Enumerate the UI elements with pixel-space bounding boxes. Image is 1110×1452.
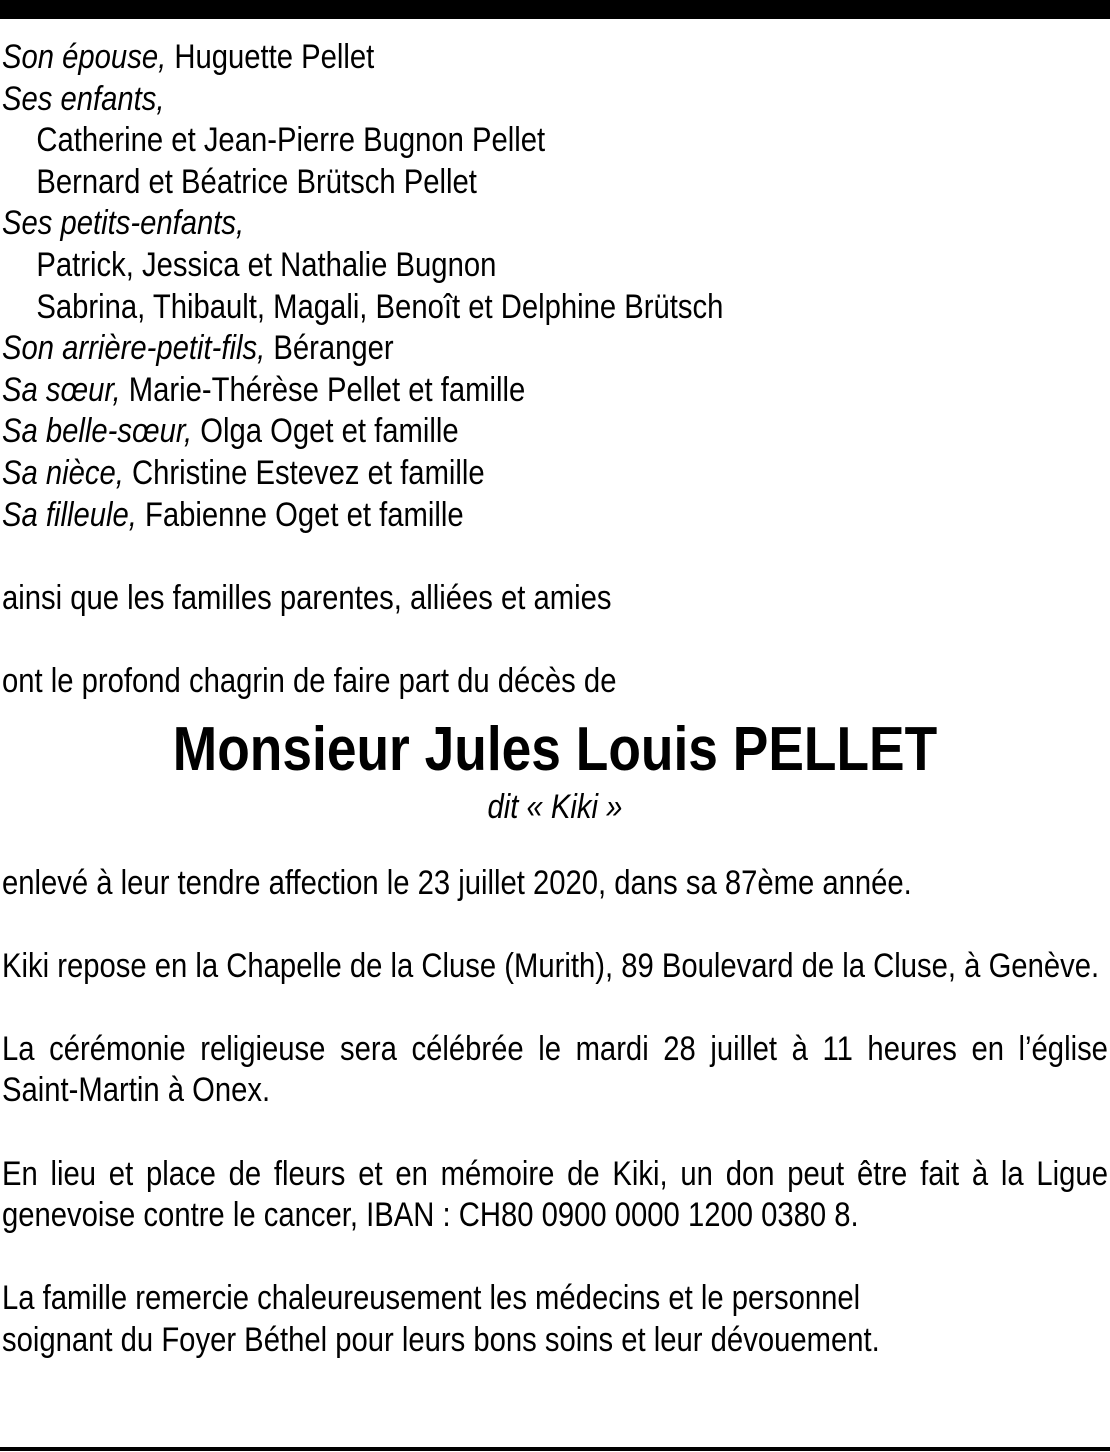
family-role: Sa nièce, [2,453,124,492]
family-role: Ses petits-enfants, [2,204,245,243]
family-member-line: Patrick, Jessica et Nathalie Bugnon [36,245,497,284]
family-member: Marie-Thérèse Pellet et famille [120,370,526,409]
spacer [2,619,1108,661]
thanks-line-2: soignant du Foyer Béthel pour leurs bons soins et leur dévouement. [2,1321,880,1360]
family-member: Huguette Pellet [166,38,375,76]
family-line-great-grandson [2,328,1108,370]
thanks-line-1: La famille remercie chaleureusement les médecins et le personnel [2,1279,861,1318]
family-member: Olga Oget et famille [192,412,459,451]
deceased-nickname: dit « Kiki » [487,787,623,826]
death-paragraph: enlevé à leur tendre affection le 23 juillet 2020, dans sa 87ème année. [2,863,912,902]
family-line-grandchildren [2,203,1108,245]
family-role: Son épouse, [2,38,167,76]
family-member-line: Sabrina, Thibault, Magali, Benoît et Delphine Brütsch [36,287,724,326]
family-role: Sa belle-sœur, [2,412,193,451]
spacer [2,987,1108,1029]
family-member: Béranger [265,329,394,368]
family-member-line: Bernard et Béatrice Brütsch Pellet [36,162,477,201]
family-line-spouse [2,37,1108,79]
spacer [2,536,1108,578]
family-role: Ses enfants, [2,79,165,118]
obituary-notice [2,37,1108,1362]
family-line-sister [2,370,1108,412]
top-border-rule [0,0,1110,19]
family-member: Fabienne Oget et famille [136,495,464,534]
spacer [2,904,1108,946]
donation-paragraph: En lieu et place de fleurs et en mémoire de Kiki, un don peut être fait à la Ligue genevoise contre le cancer, IBAN : CH80 0900 0000 1200 0380 8. [2,1154,1108,1235]
family-line-goddaughter [2,495,1108,537]
spacer [2,1112,1108,1154]
family-line-sister-in-law [2,411,1108,453]
family-member: Christine Estevez et famille [123,453,485,492]
extended-families-text: ainsi que les familles parentes, alliées et amies [2,578,612,617]
family-role: Son arrière-petit-fils, [2,329,266,368]
ceremony-paragraph: La cérémonie religieuse sera célébrée le mardi 28 juillet à 11 heures en l’église Saint-Martin à Onex. [2,1029,1108,1110]
repose-paragraph: Kiki repose en la Chapelle de la Cluse (Murith), 89 Boulevard de la Cluse, à Genève. [2,946,1100,985]
family-role: Sa sœur, [2,370,121,409]
announcement-text: ont le profond chagrin de faire part du décès de [2,661,617,700]
family-member-line: Catherine et Jean-Pierre Bugnon Pellet [36,121,546,160]
spacer [2,829,1108,863]
spacer [2,1237,1108,1279]
family-line-niece [2,453,1108,495]
family-role: Sa filleule, [2,495,137,534]
deceased-block [2,703,1108,829]
family-line-children [2,79,1108,121]
deceased-name: Monsieur Jules Louis PELLET [172,714,938,784]
bottom-border-rule [0,1447,1110,1451]
